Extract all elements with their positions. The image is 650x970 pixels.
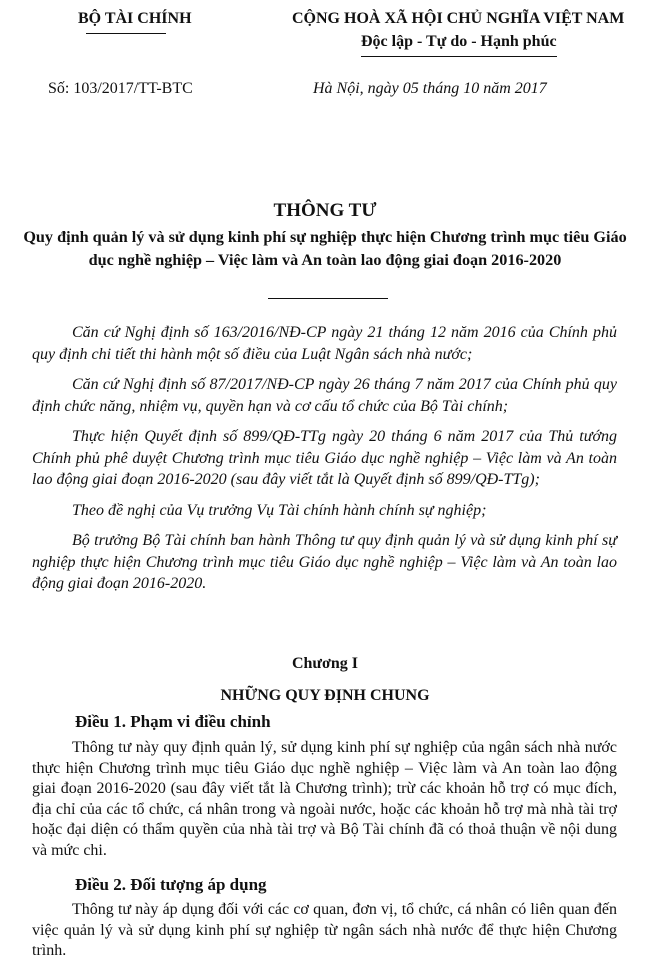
article-1-body: Thông tư này quy định quản lý, sử dụng kinh phí sự nghiệp của ngân sách nhà nước thực hiện Chương trình mục tiêu Giáo dục nghề nghiệp – Việc làm và An toàn lao động giai đoạn 2016-2020 (sau đây viết tắt là Chương trình); trừ các khoản hỗ trợ có mục đích, địa chỉ của các tổ chức, cá nhân trong và ngoài nước, hoặc các khoản hỗ trợ mà nhà tài trợ hoặc đại diện có thẩm quyền của nhà tài trợ và Bộ Tài chính đã có thoả thuận về nội dung và mức chi. (32, 739, 617, 859)
country-name: CỘNG HOÀ XÃ HỘI CHỦ NGHĨA VIỆT NAM (292, 10, 625, 27)
national-motto: Độc lập - Tự do - Hạnh phúc (361, 33, 557, 50)
article-1-title: Điều 1. Phạm vi điều chỉnh (75, 712, 271, 731)
chapter-name: NHỮNG QUY ĐỊNH CHUNG (220, 687, 430, 704)
document-subtitle: Quy định quản lý và sử dụng kinh phí sự nghiệp thực hiện Chương trình mục tiêu Giáo dục nghề nghiệp – Việc làm và An toàn lao động giai đoạn 2016-2020 (23, 228, 627, 269)
subtitle-underline (268, 298, 388, 299)
issuing-agency: BỘ TÀI CHÍNH (78, 10, 192, 27)
basis-paragraph: Căn cứ Nghị định số 163/2016/NĐ-CP ngày 21 tháng 12 năm 2016 của Chính phủ quy định chi tiết thi hành một số điều của Luật Ngân sách nhà nước; (32, 324, 617, 363)
article-2-title: Điều 2. Đối tượng áp dụng (75, 875, 267, 894)
place-and-date: Hà Nội, ngày 05 tháng 10 năm 2017 (313, 80, 547, 97)
motto-underline (361, 56, 557, 57)
basis-paragraph: Thực hiện Quyết định số 899/QĐ-TTg ngày 20 tháng 6 năm 2017 của Thủ tướng Chính phủ phê duyệt Chương trình mục tiêu Giáo dục nghề nghiệp – Việc làm và An toàn lao động giai đoạn 2016-2020 (sau đây viết tắt là Quyết định số 899/QĐ-TTg); (32, 428, 617, 488)
document-number: Số: 103/2017/TT-BTC (48, 80, 193, 97)
article-2-body: Thông tư này áp dụng đối với các cơ quan, đơn vị, tổ chức, cá nhân có liên quan đến việc quản lý và sử dụng kinh phí sự nghiệp từ ngân sách nhà nước để thực hiện Chương trình. (32, 901, 617, 960)
document-title: THÔNG TƯ (273, 200, 377, 221)
agency-underline (86, 33, 166, 34)
basis-paragraph: Căn cứ Nghị định số 87/2017/NĐ-CP ngày 26 tháng 7 năm 2017 của Chính phủ quy định chức năng, nhiệm vụ, quyền hạn và cơ cấu tổ chức của Bộ Tài chính; (32, 376, 617, 415)
basis-paragraph: Bộ trưởng Bộ Tài chính ban hành Thông tư quy định quản lý và sử dụng kinh phí sự nghiệp thực hiện Chương trình mục tiêu Giáo dục nghề nghiệp – Việc làm và An toàn lao động giai đoạn 2016-2020. (32, 532, 617, 592)
legal-basis (32, 322, 617, 604)
chapter-number: Chương I (291, 655, 359, 672)
basis-paragraph: Theo đề nghị của Vụ trưởng Vụ Tài chính hành chính sự nghiệp; (72, 501, 487, 519)
